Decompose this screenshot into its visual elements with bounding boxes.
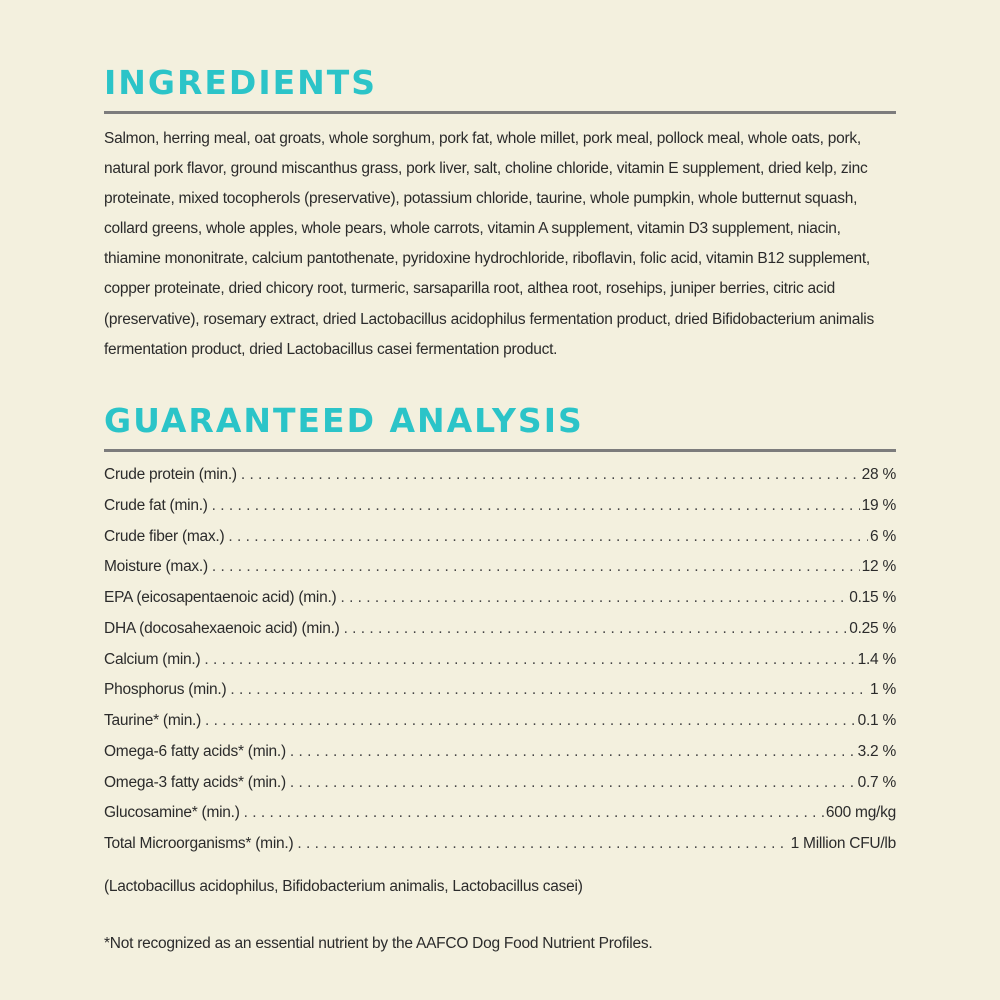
dot-leader — [297, 835, 788, 853]
analysis-row-omega-3 — [104, 774, 896, 805]
nutrient-label: Crude protein (min.) — [104, 466, 237, 483]
dot-leader — [344, 620, 848, 638]
dot-leader — [241, 466, 860, 484]
nutrient-value: 3.2 % — [857, 742, 896, 760]
analysis-row-total-microorganisms — [104, 835, 896, 866]
nutrient-value: 0.7 % — [857, 773, 896, 791]
dot-leader — [244, 804, 824, 822]
nutrient-value: 600 mg/kg — [825, 804, 896, 822]
analysis-row-omega-6 — [104, 743, 896, 774]
nutrient-label: Moisture (max.) — [104, 558, 208, 576]
analysis-row-calcium — [104, 651, 896, 682]
nutrient-label: Crude fat (min.) — [104, 496, 208, 514]
nutrient-label: EPA (eicosapentaenoic acid) (min.) — [104, 589, 337, 606]
nutrient-value: 28 % — [861, 466, 896, 483]
dot-leader — [212, 497, 860, 515]
microorganisms-note: (Lactobacillus acidophilus, Bifidobacterium animalis, Lactobacillus casei) — [104, 878, 583, 895]
analysis-row-phosphorus — [104, 681, 896, 712]
nutrient-label: Omega-3 fatty acids* (min.) — [104, 773, 286, 791]
nutrient-value: 0.1 % — [857, 712, 896, 729]
nutrient-value: 12 % — [861, 558, 896, 576]
ingredients-divider — [104, 111, 896, 114]
nutrient-label: Omega-6 fatty acids* (min.) — [104, 742, 286, 760]
nutrient-value: 1.4 % — [857, 650, 896, 668]
guaranteed-analysis-heading: GUARANTEED ANALYSIS — [104, 401, 584, 440]
dot-leader — [290, 743, 856, 761]
ingredients-list: Salmon, herring meal, oat groats, whole sorghum, pork fat, whole millet, pork meal, pollock meal, whole oats, pork, natural pork flavor, ground miscanthus grass, pork liver, salt, choline chloride, vitamin E supplement, dried kelp, zinc proteinate, mixed tocopherols (preservative), potassium chloride, taurine, whole pumpkin, whole butternut squash, collard greens, whole apples, whole pears, whole carrots, vitamin A supplement, vitamin D3 supplement, niacin, thiamine mononitrate, calcium pantothenate, pyridoxine hydrochloride, riboflavin, folic acid, vitamin B12 supplement, copper proteinate, dried chicory root, turmeric, sarsaparilla root, althea root, rosehips, juniper berries, citric acid (preservative), rosemary extract, dried Lactobacillus acidophilus fermentation product, dried Bifidobacterium animalis fermentation product, dried Lactobacillus casei fermentation product. — [104, 130, 874, 358]
dot-leader — [340, 589, 847, 607]
nutrient-value: 0.25 % — [849, 619, 896, 637]
nutrient-label: Glucosamine* (min.) — [104, 804, 240, 822]
dot-leader — [212, 558, 860, 576]
nutrient-label: Taurine* (min.) — [104, 712, 202, 729]
analysis-row-crude-protein — [104, 466, 896, 497]
nutrient-value: 19 % — [861, 496, 896, 514]
nutrient-value: 6 % — [870, 527, 896, 545]
analysis-divider — [104, 449, 896, 452]
dot-leader — [230, 681, 868, 699]
nutrient-label: DHA (docosahexaenoic acid) (min.) — [104, 619, 340, 637]
dot-leader — [204, 651, 855, 669]
analysis-row-crude-fiber — [104, 528, 896, 559]
analysis-row-glucosamine — [104, 804, 896, 835]
dot-leader — [205, 712, 856, 730]
analysis-row-crude-fat — [104, 497, 896, 528]
analysis-table — [104, 466, 896, 866]
nutrient-value: 1 % — [870, 681, 896, 699]
dot-leader — [290, 774, 856, 792]
aafco-footnote: *Not recognized as an essential nutrient by the AAFCO Dog Food Nutrient Profiles. — [104, 935, 653, 952]
analysis-row-dha — [104, 620, 896, 651]
analysis-row-moisture — [104, 558, 896, 589]
nutrient-label: Total Microorganisms* (min.) — [104, 835, 294, 852]
nutrient-label: Calcium (min.) — [104, 650, 201, 668]
analysis-row-taurine — [104, 712, 896, 743]
analysis-row-epa — [104, 589, 896, 620]
ingredients-heading: INGREDIENTS — [104, 63, 378, 102]
dot-leader — [228, 528, 868, 546]
nutrient-label: Crude fiber (max.) — [104, 527, 225, 545]
nutrient-value: 0.15 % — [849, 589, 896, 606]
nutrient-label: Phosphorus (min.) — [104, 681, 227, 699]
nutrient-value: 1 Million CFU/lb — [790, 835, 896, 852]
